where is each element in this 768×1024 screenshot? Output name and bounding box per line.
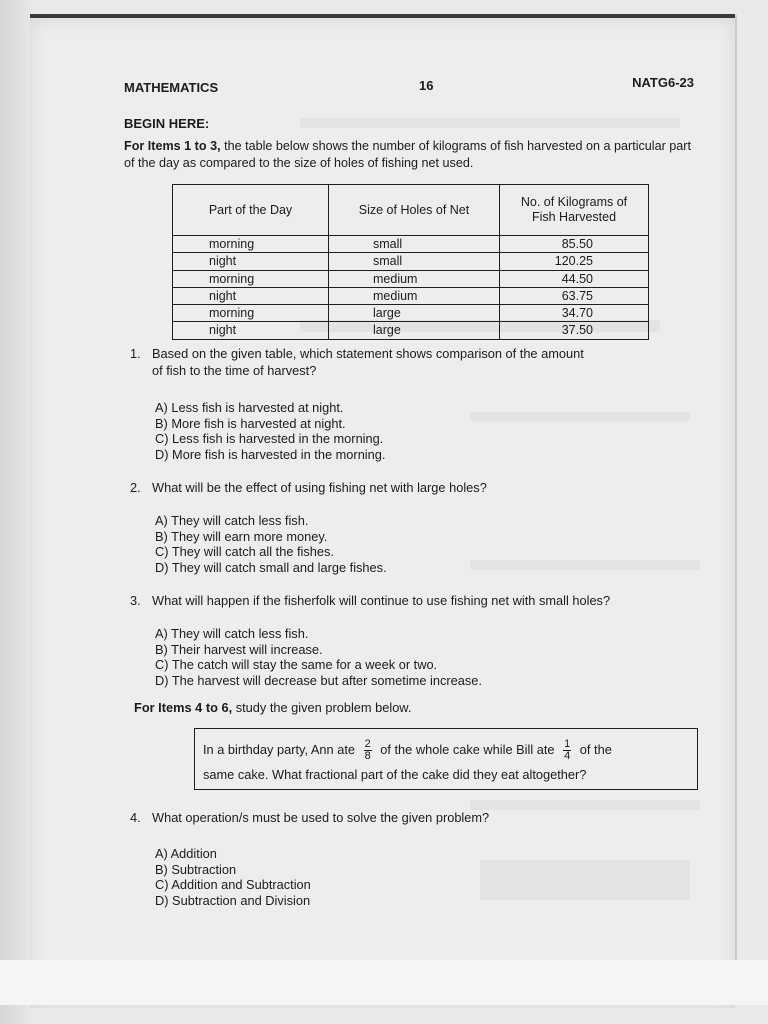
question-2-options <box>155 513 387 575</box>
question-text: What will happen if the fisherfolk will continue to use fishing net with small holes? <box>152 593 611 608</box>
answer-option[interactable]: D) More fish is harvested in the morning. <box>155 446 386 462</box>
table-cell: small <box>329 253 499 270</box>
answer-option[interactable]: D) They will catch small and large fishes. <box>155 559 387 575</box>
question-3-options <box>155 626 482 688</box>
page-header <box>124 75 694 100</box>
table-cell: night <box>209 323 237 338</box>
answer-option[interactable]: A) They will catch less fish. <box>155 626 309 641</box>
table-cell: 37.50 <box>561 323 593 338</box>
table-cell: morning <box>173 271 328 288</box>
question-4 <box>130 809 489 826</box>
table-header: Part of the Day <box>173 185 329 236</box>
bleed-through <box>470 800 700 810</box>
bleed-through <box>480 860 690 900</box>
bleed-through <box>470 412 690 422</box>
scan-bottom-band <box>0 960 768 1005</box>
section-text: study the given problem below. <box>232 700 412 715</box>
question-2 <box>130 479 487 496</box>
table-header <box>500 185 649 236</box>
part-of-day-column <box>173 236 328 339</box>
answer-option[interactable]: B) Their harvest will increase. <box>155 641 323 657</box>
question-1-options <box>155 400 385 462</box>
answer-option[interactable]: B) They will earn more money. <box>155 528 328 544</box>
answer-option[interactable]: A) Addition <box>155 846 217 861</box>
table-cell: medium <box>329 288 499 305</box>
question-number: 2. <box>130 480 141 495</box>
problem-text: of the whole cake while Bill ate <box>380 741 555 757</box>
scan-shadow-left <box>0 0 30 1024</box>
table-cell: morning <box>173 305 328 322</box>
question-text: What operation/s must be used to solve the given problem? <box>152 810 490 825</box>
table-cell: small <box>329 236 499 253</box>
fraction-numerator: 1 <box>564 738 571 750</box>
question-4-options <box>155 846 311 908</box>
intro-instruction <box>124 138 694 172</box>
fraction-denominator: 4 <box>564 750 571 762</box>
answer-option[interactable]: C) They will catch all the fishes. <box>155 544 334 560</box>
table-cell: 63.75 <box>500 288 648 305</box>
answer-option[interactable]: A) They will catch less fish. <box>155 513 309 528</box>
answer-option[interactable]: C) The catch will stay the same for a week or two. <box>155 657 438 673</box>
answer-option[interactable]: C) Addition and Subtraction <box>155 877 311 893</box>
page-number: 16 <box>419 78 434 93</box>
answer-option[interactable]: C) Less fish is harvested in the morning. <box>155 431 384 447</box>
bleed-through <box>470 560 700 570</box>
fraction-one-fourth <box>563 739 571 762</box>
table-cell: 44.50 <box>500 271 648 288</box>
bleed-through <box>300 118 680 128</box>
page-edge <box>735 15 737 1005</box>
test-code: NATG6-23 <box>632 75 694 90</box>
begin-label: BEGIN HERE: <box>124 116 210 131</box>
kilograms-column <box>500 236 648 339</box>
question-number: 3. <box>130 593 141 608</box>
answer-option[interactable]: B) Subtraction <box>155 861 237 877</box>
question-number: 4. <box>130 810 141 825</box>
table-cell: medium <box>329 271 499 288</box>
subject-title: MATHEMATICS <box>124 80 219 95</box>
net-size-column <box>329 236 499 339</box>
table-cell: night <box>173 253 328 270</box>
table-cell: large <box>329 305 499 322</box>
word-problem-box <box>194 728 698 790</box>
fraction-two-eighths <box>364 739 372 762</box>
question-number: 1. <box>130 346 141 361</box>
table-cell: large <box>373 323 401 338</box>
problem-line-2: same cake. What fractional part of the cake did they eat altogether? <box>203 767 587 782</box>
table-header-text: No. of Kilograms of Fish Harvested <box>520 195 628 224</box>
table-cell: night <box>173 288 328 305</box>
fish-harvest-table <box>172 184 649 340</box>
intro-bold: For Items 1 to 3, <box>124 139 221 153</box>
problem-text: of the <box>579 741 612 757</box>
question-text: Based on the given table, which statement shows comparison of the amount <box>152 346 584 361</box>
answer-option[interactable]: D) Subtraction and Division <box>155 892 311 908</box>
answer-option[interactable]: D) The harvest will decrease but after sometime increase. <box>155 672 482 688</box>
problem-line-1 <box>203 739 612 762</box>
question-3 <box>130 592 610 609</box>
problem-text: In a birthday party, Ann ate <box>203 741 356 757</box>
section-instruction <box>134 700 411 715</box>
fraction-numerator: 2 <box>364 738 371 750</box>
answer-option[interactable]: A) Less fish is harvested at night. <box>155 400 344 415</box>
table-cell: 85.50 <box>500 236 648 253</box>
question-1 <box>130 345 584 379</box>
question-text: What will be the effect of using fishing net with large holes? <box>152 480 487 495</box>
section-bold: For Items 4 to 6, <box>134 700 233 715</box>
table-cell: 120.25 <box>500 253 648 270</box>
table-cell: morning <box>173 236 328 253</box>
question-text-cont: of fish to the time of harvest? <box>152 363 317 378</box>
table-cell: 34.70 <box>500 305 648 322</box>
table-header: Size of Holes of Net <box>329 185 500 236</box>
intro-text: the table below shows the number of kilograms of fish harvested on a particular part of the day as compared to the size of holes of fishing net used. <box>124 139 691 170</box>
answer-option[interactable]: B) More fish is harvested at night. <box>155 415 346 431</box>
fraction-denominator: 8 <box>364 750 371 762</box>
